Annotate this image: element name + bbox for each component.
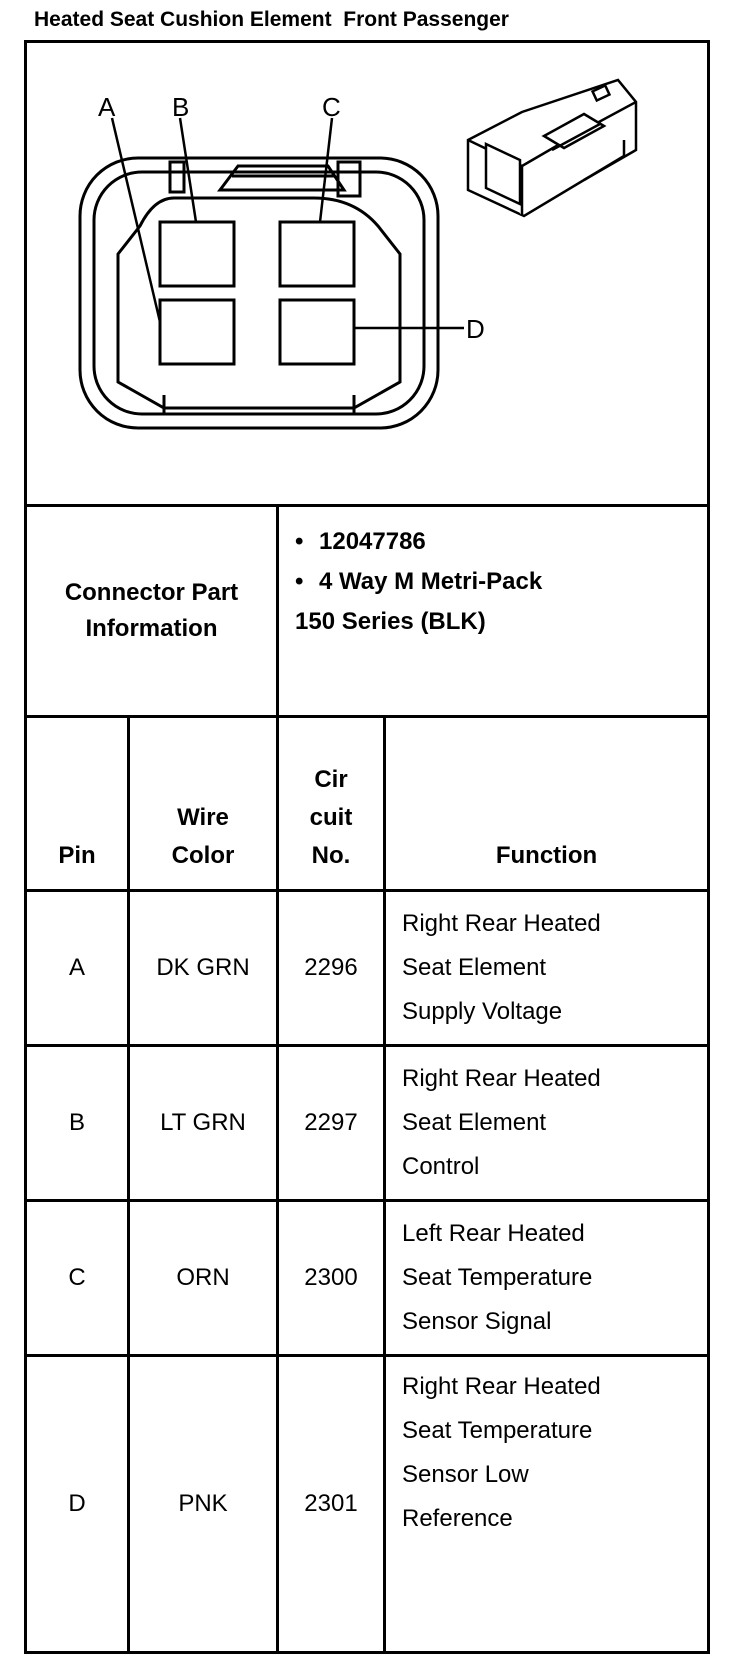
connector-perspective-illustration (468, 80, 636, 216)
table-row-function: Left Rear Heated Seat Temperature Sensor Signal (402, 1220, 593, 1335)
table-row-pin: A (68, 954, 85, 981)
table-row-circuit: 2297 (304, 1109, 358, 1136)
pin-cavity-d (280, 300, 354, 364)
pin-label-c: C (322, 92, 341, 122)
header-wire-color: Wire Color (171, 804, 235, 869)
table-row-function: Right Rear Heated Seat Temperature Sensor Low Reference (402, 1373, 601, 1532)
table-row-pin: D (68, 1490, 86, 1517)
table-row-circuit: 2296 (304, 954, 358, 981)
table-row-wire-color: ORN (176, 1264, 230, 1291)
pin-label-a: A (98, 92, 116, 122)
pin-label-b: B (172, 92, 190, 122)
connector-type: • 4 Way M Metri-Pack (279, 562, 707, 602)
header-circuit-no: Cir cuit No. (309, 766, 353, 869)
header-function: Function (495, 842, 598, 869)
connector-info-values (279, 522, 707, 712)
connector-diagram (24, 40, 710, 540)
table-row-pin: C (68, 1264, 86, 1291)
table-row-circuit: 2300 (304, 1264, 358, 1291)
pin-label-d: D (466, 314, 485, 344)
page-title: Heated Seat Cushion Element Front Passenger (34, 8, 509, 31)
connector-series: 150 Series (BLK) (295, 608, 486, 635)
table-row-function: Right Rear Heated Seat Element Supply Voltage (402, 910, 601, 1025)
table-row-wire-color: PNK (178, 1490, 228, 1517)
pin-cavity-c (280, 222, 354, 286)
header-pin: Pin (58, 842, 96, 869)
table-row-wire-color: DK GRN (156, 954, 250, 981)
pin-cavity-a (160, 300, 234, 364)
table-row-function: Right Rear Heated Seat Element Control (402, 1065, 601, 1180)
part-number: • 12047786 (279, 522, 707, 562)
table-row-pin: B (68, 1109, 85, 1136)
table-row-circuit: 2301 (304, 1490, 358, 1517)
pin-cavity-b (160, 222, 234, 286)
connector-info-label: Connector Part Information (64, 579, 239, 642)
table-row-wire-color: LT GRN (160, 1109, 246, 1136)
